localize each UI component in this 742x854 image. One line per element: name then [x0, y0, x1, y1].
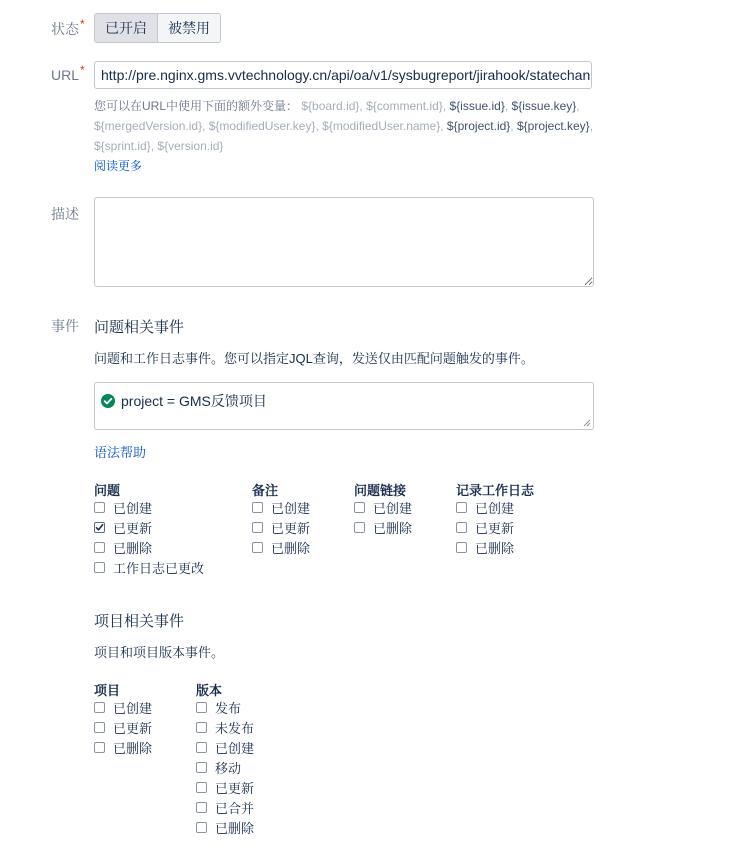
checkbox[interactable] [196, 702, 207, 713]
checkbox-label: 已创建 [113, 500, 153, 516]
event-checkbox-row[interactable] [94, 557, 204, 577]
event-checkbox-row[interactable] [94, 497, 152, 517]
event-group-title: 问题 [94, 483, 121, 498]
checkbox[interactable] [94, 742, 105, 753]
event-checkbox-row[interactable] [196, 717, 254, 737]
checkbox[interactable] [94, 502, 105, 513]
checkbox-label: 已创建 [373, 500, 413, 516]
checkbox-label: 发布 [215, 700, 242, 716]
event-group-title: 记录工作日志 [456, 483, 535, 498]
url-variable: ${modifiedUser.name} [322, 119, 441, 133]
event-checkbox-row[interactable] [252, 537, 310, 557]
event-checkbox-row[interactable] [252, 497, 310, 517]
events-label: 事件 [51, 318, 79, 334]
url-help-text [94, 96, 604, 156]
url-variable: ${issue.id} [449, 99, 505, 113]
event-checkbox-row[interactable] [196, 757, 241, 777]
checkbox-label: 未发布 [215, 720, 255, 736]
event-group-title: 备注 [252, 483, 279, 498]
jql-query-input[interactable] [94, 382, 594, 430]
checkbox-label: 已更新 [271, 520, 311, 536]
checkbox-label: 已创建 [475, 500, 515, 516]
checkbox[interactable] [196, 822, 207, 833]
url-variable: ${version.id} [157, 139, 224, 153]
checkbox[interactable] [94, 562, 105, 573]
required-mark: * [80, 63, 85, 77]
description-textarea[interactable] [94, 197, 594, 287]
variable-list: ${board.id}, ${comment.id}, ${issue.id}, ${issue.key}, ${mergedVersion.id}, ${modifiedUser.key}, ${modifiedUser.name}, ${project.id}, ${project.key}, ${sprint.id}, ${version.id} [94, 99, 594, 153]
checkbox[interactable] [456, 502, 467, 513]
status-toggle [94, 13, 221, 43]
url-variable: ${modifiedUser.key} [208, 119, 316, 133]
url-variable: ${comment.id} [366, 99, 443, 113]
url-variable: ${board.id} [301, 99, 360, 113]
event-checkbox-row[interactable] [94, 537, 152, 557]
issue-events-heading: 问题相关事件 [94, 319, 185, 336]
event-checkbox-row[interactable] [94, 737, 152, 757]
status-option-disabled[interactable]: 被禁用 [158, 14, 220, 42]
checkbox-label: 已删除 [271, 540, 311, 556]
url-variable: ${mergedVersion.id} [94, 119, 203, 133]
event-checkbox-row[interactable] [196, 697, 241, 717]
event-group-title: 问题链接 [354, 483, 407, 498]
event-checkbox-row[interactable] [196, 817, 254, 837]
url-label: URL* [51, 63, 85, 83]
checkbox-label: 已删除 [215, 820, 255, 836]
checkbox-label: 移动 [215, 760, 242, 776]
checkbox-label: 已删除 [373, 520, 413, 536]
project-events-heading: 项目相关事件 [94, 613, 185, 630]
checkbox-label: 已更新 [113, 720, 153, 736]
status-label: 状态* [51, 17, 85, 37]
url-variable: ${issue.key} [511, 99, 577, 113]
checkbox[interactable] [252, 542, 263, 553]
issue-events-description: 问题和工作日志事件。您可以指定JQL查询，发送仅由匹配问题触发的事件。 [94, 351, 534, 366]
checkbox[interactable] [94, 702, 105, 713]
event-checkbox-row[interactable] [196, 777, 254, 797]
checkbox[interactable] [196, 782, 207, 793]
checkbox-label: 工作日志已更改 [113, 560, 205, 576]
event-checkbox-row[interactable] [252, 517, 310, 537]
event-checkbox-row[interactable] [456, 517, 514, 537]
checkbox-label: 已删除 [113, 540, 153, 556]
valid-check-icon [101, 394, 115, 408]
checkbox[interactable] [196, 722, 207, 733]
resize-grip-icon[interactable] [583, 419, 591, 427]
checkbox[interactable] [252, 522, 263, 533]
jql-query-text: project = GMS反馈项目 [121, 393, 267, 409]
help-intro: 您可以在URL中使用下面的额外变量： [94, 99, 299, 113]
required-mark: * [80, 17, 85, 31]
url-variable: ${sprint.id} [94, 139, 151, 153]
read-more-link[interactable]: 阅读更多 [94, 159, 143, 173]
checkbox-label: 已创建 [113, 700, 153, 716]
checkbox-label: 已删除 [475, 540, 515, 556]
checkbox[interactable] [354, 522, 365, 533]
checkbox[interactable] [196, 742, 207, 753]
event-checkbox-row[interactable] [94, 717, 152, 737]
checkbox[interactable] [196, 802, 207, 813]
event-checkbox-row[interactable] [354, 497, 412, 517]
event-group-title: 项目 [94, 683, 121, 698]
checkbox[interactable] [94, 542, 105, 553]
checkbox[interactable] [196, 762, 207, 773]
checkbox-label: 已创建 [215, 740, 255, 756]
event-group-title: 版本 [196, 683, 223, 698]
checkbox-label: 已删除 [113, 740, 153, 756]
event-checkbox-row[interactable] [196, 797, 254, 817]
checkbox-label: 已创建 [271, 500, 311, 516]
event-checkbox-row[interactable] [94, 697, 152, 717]
checkbox[interactable] [456, 522, 467, 533]
checkbox[interactable] [354, 502, 365, 513]
checkbox[interactable] [94, 722, 105, 733]
checkbox-checked[interactable] [94, 522, 105, 533]
status-option-enabled[interactable]: 已开启 [95, 14, 158, 42]
description-label: 描述 [51, 206, 79, 222]
checkbox-label: 已更新 [113, 520, 153, 536]
checkbox-label: 已更新 [475, 520, 515, 536]
checkbox-label: 已更新 [215, 780, 255, 796]
event-checkbox-row[interactable] [196, 737, 254, 757]
syntax-help-link[interactable]: 语法帮助 [94, 445, 147, 460]
checkbox[interactable] [252, 502, 263, 513]
event-checkbox-row[interactable] [354, 517, 412, 537]
url-variable: ${project.id} [446, 119, 511, 133]
event-checkbox-row[interactable] [456, 497, 514, 517]
url-variable: ${project.key} [516, 119, 590, 133]
url-input[interactable]: http://pre.nginx.gms.vvtechnology.cn/api/oa/v1/sysbugreport/jirahook/statechan [94, 61, 592, 89]
event-checkbox-row[interactable] [456, 537, 514, 557]
project-events-description: 项目和项目版本事件。 [94, 645, 225, 660]
checkbox-label: 已合并 [215, 800, 255, 816]
checkbox[interactable] [456, 542, 467, 553]
event-checkbox-row[interactable] [94, 517, 152, 537]
